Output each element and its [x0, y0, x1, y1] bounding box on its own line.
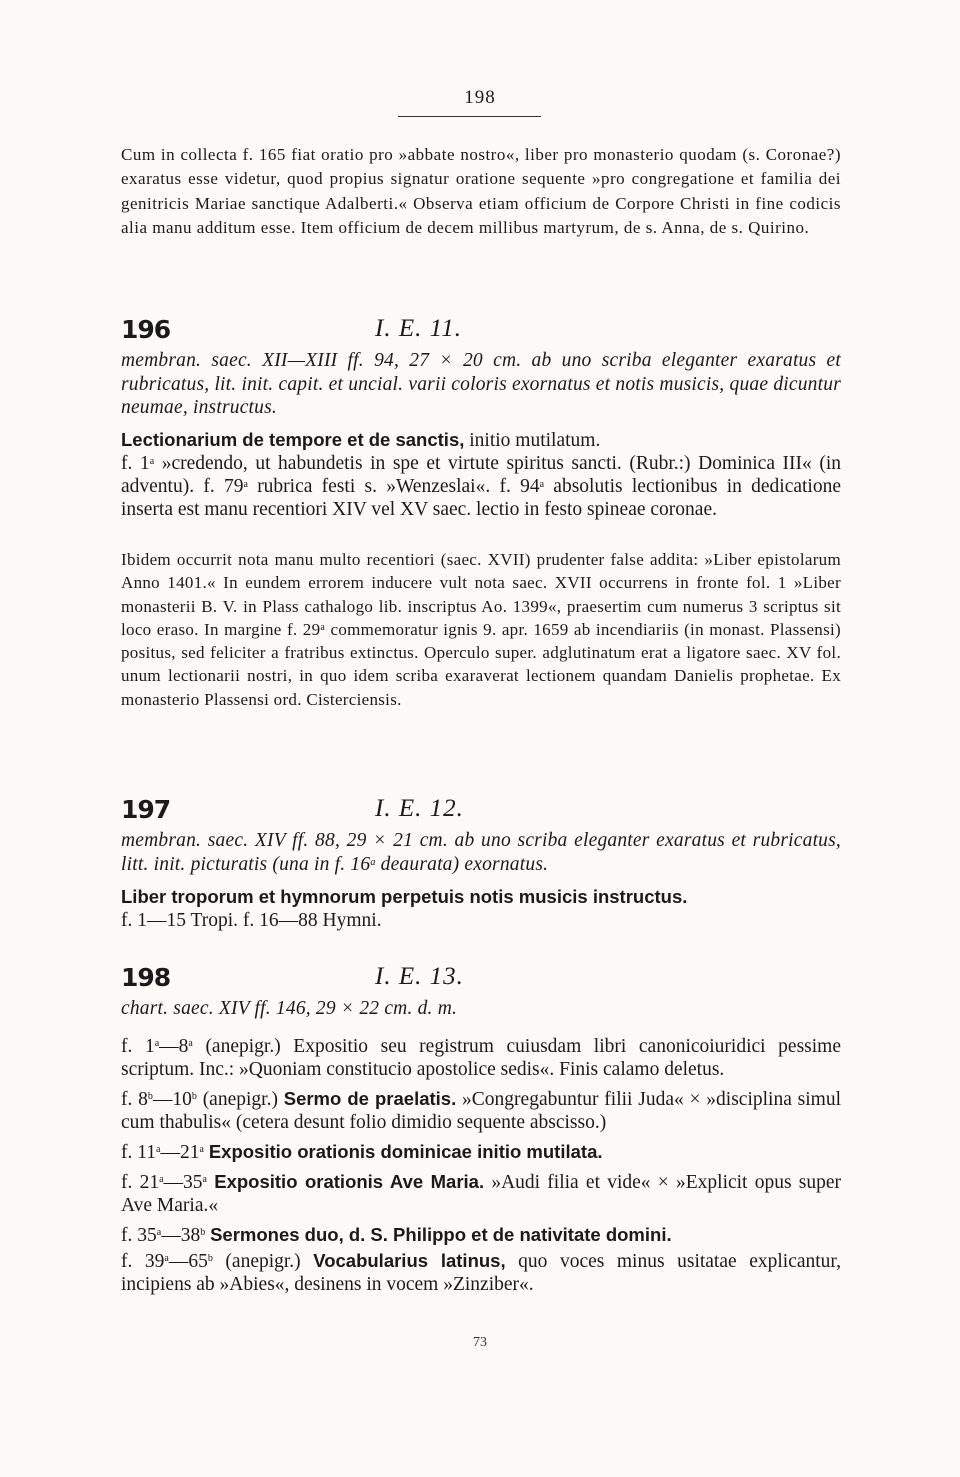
entry-title: Lectionarium de tempore et de sanctis,	[121, 429, 465, 450]
intro-paragraph	[121, 143, 841, 240]
folio-sup: a	[539, 479, 545, 490]
notes-sup: a	[320, 621, 326, 633]
folio-ref: f. 21	[121, 1172, 160, 1193]
list-item	[121, 1087, 841, 1134]
folio-ref: f. 8	[121, 1089, 148, 1110]
entry-number: 196	[121, 315, 171, 344]
entry-signature: I. E. 12.	[375, 795, 464, 822]
folio-ref: —21	[160, 1142, 200, 1163]
notes-part: commemoratur ignis 9. apr. 1659 ab incendiariis (in monast. Plassensi) positus, sed feliciter a fratribus extinctus. Operculo super. adglutinatum erat a ligatore saec. XV fol. unum lectionarii nostri, in quo idem scriba exaraverat lectionem quandam Danielis prophetae. Ex monasterio Plassensi ord. Cisterciensis.	[121, 619, 841, 709]
item-title: Expositio orationis dominicae initio mutilata.	[208, 1141, 603, 1162]
entry-198-description	[121, 997, 841, 1021]
folio-sup: a	[156, 1227, 162, 1238]
folio-sup: a	[156, 1144, 161, 1155]
folio-sup: a	[199, 1144, 204, 1155]
folio-sup: a	[159, 1174, 164, 1185]
description-text: membran. saec. XII—XIII ff. 94, 27 × 20 cm. ab uno scriba eleganter exaratus et rubricatus, lit. init. capit. et uncial. varii coloris exornatus et notis musicis, quae dicuntur neumae, instructus.	[121, 350, 841, 418]
intro-text: Cum in collecta f. 165 fiat oratio pro »abbate nostro«, liber pro monasterio quodam (s. Coronae?) exaratus esse videtur, quod propius signatur oratione sequente »pro congregatione et familia dei genitricis Mariae sanctique Adalberti.« Observa etiam officium de Corpore Christi in fine codicis alia manu additum esse. Item officium de decem millibus martyrum, de s. Anna, de s. Quirino.	[121, 145, 841, 237]
entry-signature: I. E. 13.	[375, 963, 464, 990]
entry-196-content	[121, 428, 841, 521]
item-label: (anepigr.)	[212, 1251, 314, 1272]
entry-197-description	[121, 829, 841, 876]
folio-sup: a	[149, 456, 155, 467]
folio-ref: f. 39	[121, 1251, 165, 1272]
description-text	[121, 829, 841, 876]
item-label: (anepigr.)	[196, 1089, 284, 1110]
entry-197-folio-line: f. 1—15 Tropi. f. 16—88 Hymni.	[121, 910, 382, 931]
folio-ref: f. 11	[121, 1142, 157, 1163]
folio-text: rubrica festi s. »Wenzeslai«. f. 94	[247, 476, 540, 497]
entry-196-title-line	[121, 428, 841, 452]
description-part: deaurata) exornatus.	[375, 853, 549, 875]
entry-number: 197	[121, 795, 171, 824]
entry-196-notes	[121, 548, 841, 711]
folio-text: absolutis lectionibus in dedicatione inserta est manu recentiori XIV vel XV saec. lectio in festo spineae coronae.	[121, 476, 842, 520]
page-number: 198	[464, 87, 496, 108]
folio-sup: b	[200, 1227, 206, 1238]
folio-sup: a	[154, 1038, 160, 1049]
entry-197-content	[121, 885, 841, 932]
folio-sup: a	[164, 1253, 169, 1264]
entry-196-description	[121, 349, 841, 420]
item-text: quo voces minus usitatae explicantur, incipiens ab »Abies«, desinens in vocem »Zinziber«.	[121, 1251, 842, 1295]
folio-sup: a	[188, 1038, 193, 1049]
notes-part: Ibidem occurrit nota manu multo recentiori (saec. XVII) prudenter false addita: »Liber epistolarum Anno 1401.« In eundem errorem inducere vult nota saec. XVII occurrens in fronte fol. 1 »Liber monasterii B. V. in Plass cathalogo lib. inscriptus Ao. 1399«, praesertim cum numerus 3 scriptus sit loco eraso. In margine f. 29	[121, 550, 841, 639]
entry-signature: I. E. 11.	[375, 315, 462, 342]
entry-198-items	[121, 1034, 841, 1296]
footer-mark: 73	[473, 1335, 487, 1350]
list-item	[121, 1034, 841, 1081]
notes-text	[121, 548, 841, 711]
folio-ref: —35	[163, 1172, 203, 1193]
entry-title: Liber troporum et hymnorum perpetuis notis musicis instructus.	[121, 886, 688, 907]
entry-197-title-line	[121, 885, 841, 909]
entry-number: 198	[121, 963, 171, 992]
folio-ref: f. 35	[121, 1225, 157, 1246]
folio-sup: b	[191, 1091, 197, 1102]
folio-sup: a	[202, 1174, 207, 1185]
entry-196-folio-line	[121, 452, 841, 521]
folio-sup: a	[243, 479, 248, 490]
item-text: »Audi filia et vide« × »Explicit opus super Ave Maria.«	[121, 1172, 841, 1216]
folio-sup: b	[147, 1091, 153, 1102]
folio-text: »credendo, ut habundetis in spe et virtute spiritus sancti. (Rubr.:) Dominica III« (in adventu). f. 79	[121, 453, 841, 497]
item-text: »Congregabuntur filii Juda« × »disciplina simul cum thabulis« (cetera desunt folio dimidio sequente abscisso.)	[121, 1089, 841, 1133]
description-text: chart. saec. XIV ff. 146, 29 × 22 cm. d. m.	[121, 998, 458, 1019]
list-item	[121, 1223, 841, 1247]
list-item	[121, 1140, 841, 1164]
entry-title-rest: initio mutilatum.	[464, 430, 601, 451]
description-part: membran. saec. XIV ff. 88, 29 × 21 cm. ab uno scriba eleganter exaratus et rubricatus, litt. init. picturatis (una in f. 16	[121, 830, 841, 875]
list-item	[121, 1170, 841, 1217]
folio-sup: b	[207, 1253, 213, 1264]
list-item	[121, 1249, 841, 1296]
item-title: Sermones duo, d. S. Philippo et de nativitate domini.	[210, 1224, 672, 1245]
folio-ref: —8	[159, 1036, 189, 1057]
item-title: Sermo de praelatis.	[283, 1088, 457, 1109]
folio-ref: —10	[152, 1089, 192, 1110]
item-title: Expositio orationis Ave Maria.	[214, 1171, 485, 1192]
folio-ref: f. 1	[121, 1036, 155, 1057]
item-label: (anepigr.)	[192, 1036, 294, 1057]
description-sup: a	[370, 856, 376, 868]
item-text: Expositio seu registrum cuiusdam libri canonicoiuridici pessime scriptum. Inc.: »Quoniam constitucio apostolice sedis«. Finis calamo deletus.	[121, 1036, 841, 1080]
folio-ref: —38	[161, 1225, 201, 1246]
item-title: Vocabularius latinus,	[313, 1250, 506, 1271]
folio-ref: f. 1	[121, 453, 150, 474]
page-number-rule	[398, 116, 541, 117]
folio-ref: —65	[168, 1251, 208, 1272]
